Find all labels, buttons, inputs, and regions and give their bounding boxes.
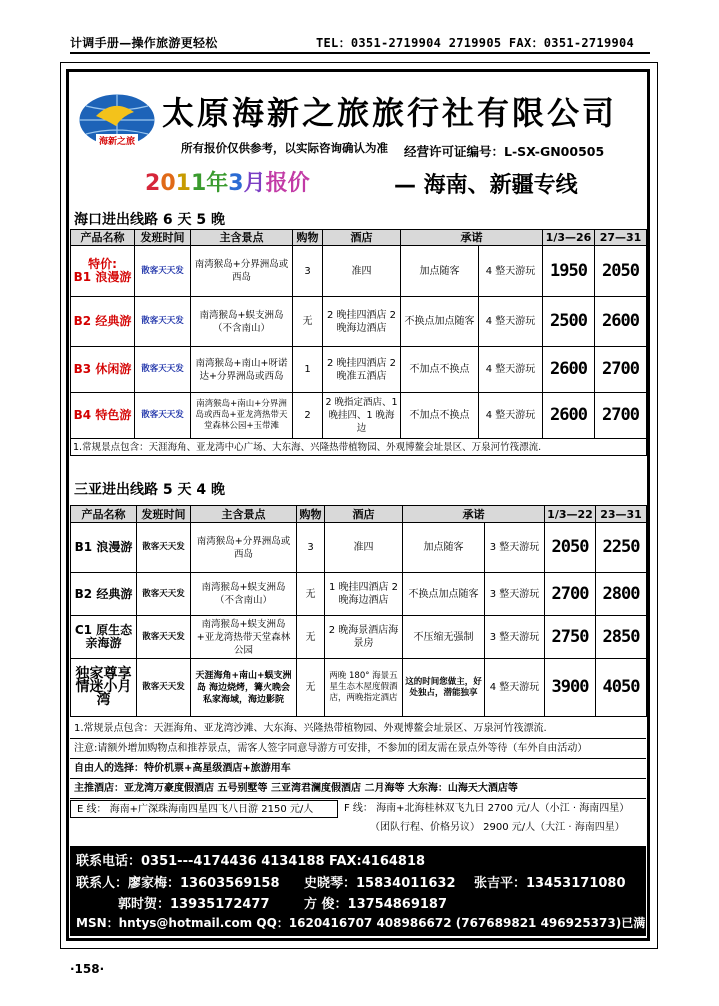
contact-phone: 联系电话：0351---4174436 4134188 FAX:4164818 bbox=[76, 854, 426, 869]
table-row: B3 休闲游 散客天天发 南湾猴岛+南山+呀诺达+分界洲岛或西岛 1 2 晚挂四酒店 2 晚准五酒店 不加点不换点 4 整天游玩 2600 2700 bbox=[71, 347, 647, 393]
table-row: 特价: B1 浪漫游 散客天天发 南湾猴岛+分界洲岛或西岛 3 准四 加点随客 4 整天游玩 1950 2050 bbox=[71, 246, 647, 297]
page-number: ·158· bbox=[70, 962, 105, 976]
note-line-4: 主推酒店：亚龙湾万豪度假酒店 五号别墅等 三亚湾君澜度假酒店 二月海等 大东海：山海天大酒店等 bbox=[70, 779, 646, 799]
contact-person-1: 联系人：廖家梅：13603569158 bbox=[76, 876, 280, 891]
table-row: 独家尊享 情迷小月湾 散客天天发 天涯海角+南山+蜈支洲岛 海边烧烤，篝火晚会 私家海域，海边影院 无 两晚 180° 海景五星生态木屋度假酒店，两晚指定酒店 这的时间您做主，好处独占，潜能独享 4 整天游玩 3900 4050 bbox=[71, 659, 647, 717]
top-phone: TEL：0351-2719904 2719905 FAX：0351-2719904 bbox=[316, 36, 635, 50]
table-row: B1 浪漫游 散客天天发 南湾猴岛+分界洲岛或西岛 3 准四 加点随客 3 整天游玩 2050 2250 bbox=[71, 523, 647, 573]
table-row: B4 特色游 散客天天发 南湾猴岛+南山+分界洲岛或西岛+亚龙湾热带天堂森林公园+玉带滩 2 2 晚指定酒店、1 晚挂四、1 晚海边 不加点不换点 4 整天游玩 2600 2700 bbox=[71, 393, 647, 439]
e-line: E 线： 海南+广深珠海南四星四飞八日游 2150 元/人 bbox=[70, 800, 338, 818]
license-number: 经营许可证编号：L-SX-GN00505 bbox=[404, 144, 605, 159]
slogan: 计调手册—操作旅游更轻松 bbox=[70, 36, 218, 50]
contact-person-2: 史晓琴：15834011632 bbox=[304, 876, 456, 891]
note-line-2: 注意:请额外增加购物点和推荐景点，需客人签字同意导游方可安排，不参加的团友需在景点外等待（车外自由活动） bbox=[70, 739, 646, 759]
subheadline: — 海南、新疆专线 bbox=[394, 173, 578, 198]
table-note-row: 1.常规景点包含：天涯海角、亚龙湾中心广场、大东海、兴隆热带植物园、外观博鳌会址景区、万泉河竹筏漂流. bbox=[71, 439, 647, 456]
note-line-3: 自由人的选择：特价机票+高星级酒店+旅游用车 bbox=[70, 759, 646, 779]
f-line-2: （团队行程、价格另议） 2900 元/人（大江 · 海南四星） bbox=[370, 822, 625, 833]
top-banner bbox=[70, 34, 650, 54]
headline: 2011年3月报价 bbox=[145, 171, 310, 196]
globe-logo-icon bbox=[76, 90, 158, 154]
contact-person-3: 张吉平：13453171080 bbox=[474, 876, 626, 891]
table-header: 产品名称 发班时间 主含景点 购物 酒店 承诺 1/3—22 23—31 bbox=[71, 506, 647, 523]
disclaimer: 所有报价仅供参考，以实际咨询确认为准 bbox=[181, 141, 388, 155]
contact-person-4: 郭时贺：13935172477 bbox=[118, 897, 270, 912]
haikou-table bbox=[70, 229, 647, 456]
table-row: C1 原生态 亲海游 散客天天发 南湾猴岛+蜈支洲岛+亚龙湾热带天堂森林公园 无 2 晚海景酒店海景房 不压缩无强制 3 整天游玩 2750 2850 bbox=[71, 616, 647, 659]
contact-box bbox=[70, 846, 646, 936]
sanya-title: 三亚进出线路 5 天 4 晚 bbox=[74, 482, 225, 498]
table-row: B2 经典游 散客天天发 南湾猴岛+蜈支洲岛（不含南山） 无 1 晚挂四酒店 2 晚海边酒店 不换点加点随客 3 整天游玩 2700 2800 bbox=[71, 573, 647, 616]
note-line-1: 1.常规景点包含：天涯海角、亚龙湾沙滩、大东海、兴隆热带植物园、外观博鳌会址景区、万泉河竹筏漂流. bbox=[70, 719, 646, 739]
logo-text: 海新之旅 bbox=[98, 137, 136, 147]
table-row: B2 经典游 散客天天发 南湾猴岛+蜈支洲岛（不含南山） 无 2 晚挂四酒店 2 晚海边酒店 不换点加点随客 4 整天游玩 2500 2600 bbox=[71, 297, 647, 347]
sanya-table bbox=[70, 505, 647, 717]
haikou-title: 海口进出线路 6 天 5 晚 bbox=[74, 212, 225, 228]
route-lines bbox=[70, 800, 646, 838]
f-line-1: F 线： 海南+北海桂林双飞九日 2700 元/人（小江 · 海南四星） bbox=[344, 803, 630, 814]
contact-person-5: 方 俊：13754869187 bbox=[304, 897, 448, 912]
company-name: 太原海新之旅旅行社有限公司 bbox=[162, 94, 618, 132]
table-header: 产品名称 发班时间 主含景点 购物 酒店 承诺 1/3—26 27—31 bbox=[71, 230, 647, 246]
contact-msn: MSN：hntys@hotmail.com QQ：1620416707 408986672 (767689821 496925373)已满 bbox=[76, 916, 646, 930]
